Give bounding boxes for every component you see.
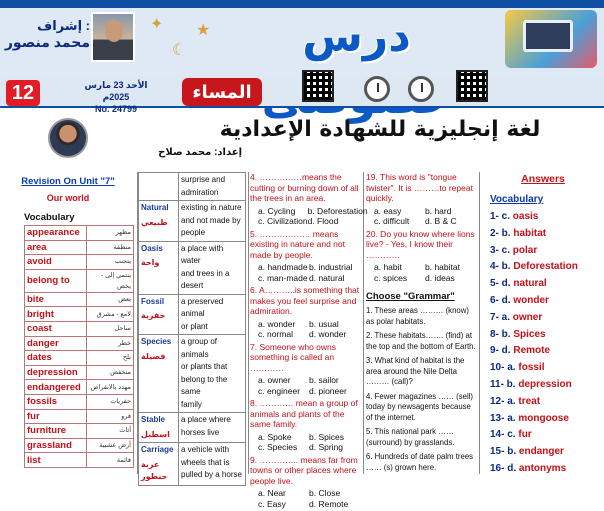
definition-text-cell <box>179 335 246 413</box>
date-line: الأحد 23 مارس 2025م <box>84 80 148 102</box>
supervisor-name: محمد منصور <box>4 34 90 50</box>
definition-word: Carriage <box>141 445 174 454</box>
answer-number: 14- c. <box>490 429 516 441</box>
moon-icon: ☾ <box>172 42 187 59</box>
definition-word-cell <box>139 241 179 294</box>
definitions-column <box>138 172 246 486</box>
vocab-row <box>25 453 134 468</box>
definition-word-ar: حفرية <box>141 311 166 320</box>
question-stem: 6. A………..is something that makes you feel surprise and admiration. <box>250 285 360 316</box>
definition-word-cell <box>139 173 179 201</box>
teacher-photo <box>48 118 88 158</box>
answer-number: 6- d. <box>490 294 511 306</box>
answer-number: 11- b. <box>490 378 516 390</box>
question-options <box>250 262 360 283</box>
newspaper-logo: المساء <box>182 78 262 106</box>
definition-row <box>139 294 246 335</box>
definition-word-ar: فصيلة <box>141 351 166 361</box>
option: c. spices <box>374 272 408 283</box>
vocabulary-column <box>0 172 136 468</box>
definition-word-ar: طبيعي <box>141 217 168 227</box>
answer-number: 9- d. <box>490 345 511 357</box>
alarm-clock-icon <box>364 76 390 102</box>
vocab-meaning: مهدد بالانقراض <box>87 380 134 395</box>
mcq-grammar-column <box>366 172 476 477</box>
vocab-row <box>25 438 134 453</box>
answer-word: wonder <box>513 294 549 306</box>
question-item <box>366 172 476 227</box>
question-stem: 8. ………… mean a group of animals and plants of the same family. <box>250 398 358 429</box>
answer-number: 4- b. <box>490 261 511 273</box>
answer-item <box>482 427 604 444</box>
answer-item <box>482 411 604 428</box>
definition-line: and trees in a <box>181 268 230 278</box>
answer-word: polar <box>512 244 538 256</box>
answer-word: Remote <box>513 345 551 357</box>
definition-text-cell <box>179 241 246 294</box>
vocab-word: bite <box>25 292 87 307</box>
vocab-word: furniture <box>25 424 87 439</box>
definition-word-ar: عربة حنطور <box>141 459 168 481</box>
answer-item <box>482 444 604 461</box>
question-options <box>250 205 368 227</box>
supervisor-photo <box>91 12 135 62</box>
definition-line: belong to the same <box>181 374 228 396</box>
definition-word-cell <box>139 443 179 486</box>
supervisor-credit <box>2 18 90 50</box>
definition-text-cell <box>179 294 246 335</box>
option: d. natural <box>309 272 345 283</box>
answer-word: depression <box>518 378 572 390</box>
vocab-meaning: أثاث <box>87 424 134 439</box>
vocab-meaning: لامع - مشرق <box>87 307 134 322</box>
vocab-word: avoid <box>25 255 87 270</box>
question-options <box>366 206 476 227</box>
answer-word: fossil <box>518 362 545 374</box>
definition-line: or plant <box>181 321 208 331</box>
answer-number: 5- d. <box>490 278 511 290</box>
question-stem: 9. ………….. means far from towns or other places where people live. <box>250 454 358 486</box>
definition-line: horses live <box>181 427 220 437</box>
question-item <box>250 229 360 284</box>
definition-line: a place where <box>181 415 231 424</box>
definition-line: admiration <box>181 187 219 197</box>
vocab-word: grassland <box>25 438 87 453</box>
grammar-question: 3. What kind of habitat is the area around the Nile Delta ……… (call)? <box>366 356 465 386</box>
answer-number: 13- a. <box>490 412 516 424</box>
definition-word: Fossil <box>141 296 165 306</box>
question-item <box>250 342 360 397</box>
answer-item <box>482 343 604 360</box>
mcq-column <box>250 172 368 511</box>
answer-number: 2- b. <box>490 227 511 239</box>
answer-number: 7- a. <box>490 311 511 323</box>
answer-item <box>482 394 604 411</box>
definition-row <box>139 335 246 413</box>
question-stem: 4. ……………means the cutting or burning down of all the trees in an area. <box>250 172 359 203</box>
vocab-meaning: مظهر <box>87 226 134 241</box>
question-item <box>250 398 360 453</box>
question-item <box>250 172 368 227</box>
answer-item <box>482 310 604 327</box>
option: b. Spices <box>309 431 344 442</box>
option: a. easy <box>374 205 402 216</box>
definition-row <box>139 241 246 294</box>
option: c. normal <box>258 329 293 339</box>
option: d. Spring <box>309 442 344 452</box>
vocab-row <box>25 269 134 292</box>
answer-word: fur <box>518 429 532 441</box>
definition-row <box>139 173 246 201</box>
column-divider <box>479 172 480 474</box>
vocab-word: fossils <box>25 394 87 409</box>
grammar-question: 5. This national park …… (surround) by grasslands. <box>366 427 455 447</box>
option: b. habitat <box>425 262 460 272</box>
definition-word: Stable <box>141 415 166 424</box>
vocab-word: danger <box>25 336 87 351</box>
definition-word: Species <box>141 337 172 346</box>
qr-code-icon <box>456 70 488 102</box>
vocab-row <box>25 351 134 366</box>
answer-item <box>482 276 604 293</box>
alarm-clock-icon <box>408 76 434 102</box>
question-stem: 5. ……………… means existing in nature and not made by people. <box>250 228 345 260</box>
answer-word: natural <box>513 278 547 290</box>
answer-item <box>482 461 604 478</box>
option: b. usual <box>309 318 339 329</box>
vocab-meaning: بلح <box>87 351 134 366</box>
option: d. B & C <box>425 216 457 226</box>
definition-word-cell <box>139 201 179 242</box>
answer-word: owner <box>512 311 543 323</box>
revision-heading: Revision On Unit "7" <box>21 176 115 187</box>
question-stem: 20. Do you know where lions live? - Yes, I know their ………… <box>366 228 475 260</box>
answer-word: antonyms <box>518 462 567 474</box>
grammar-question: 4. Fewer magazines …… (sell) today by newsagents because of the internet. <box>366 391 474 422</box>
issue-number: No. 24799 <box>94 104 138 114</box>
question-stem: 19. This word is "tongue twister". It is ………to repeat quickly. <box>366 172 473 203</box>
vocab-row <box>25 240 134 255</box>
answer-word: Spices <box>513 328 546 340</box>
vocab-word: area <box>25 240 87 255</box>
question-item <box>250 455 360 510</box>
answer-item <box>482 377 604 394</box>
definition-line: and not made by <box>181 215 241 225</box>
page-number-badge: 12 <box>6 80 40 106</box>
definition-line: desert <box>181 281 204 290</box>
option: b. Deforestation <box>307 205 368 216</box>
vocab-row <box>25 321 134 336</box>
definition-line: a place with water <box>181 243 224 265</box>
lesson-title: لغة إنجليزية للشهادة الإعدادية <box>219 117 541 142</box>
vocab-row <box>25 380 134 395</box>
definition-line: surprise and <box>181 175 226 184</box>
vocab-meaning: أرض عشبية <box>87 438 134 453</box>
definition-word-cell <box>139 413 179 443</box>
answer-word: Deforestation <box>513 261 578 273</box>
answer-number: 16- d. <box>490 462 517 474</box>
vocab-word: list <box>25 453 87 468</box>
definitions-table <box>138 172 246 486</box>
answer-number: 10- a. <box>490 362 516 374</box>
answer-item <box>482 293 604 310</box>
definition-row <box>139 443 246 486</box>
option: c. engineer <box>258 385 301 396</box>
option: b. industrial <box>309 262 353 272</box>
option: b. hard <box>425 205 452 216</box>
vocab-row <box>25 394 134 409</box>
question-options <box>250 432 360 453</box>
definition-line: or plants that <box>181 362 228 371</box>
option: d. wonder <box>309 329 347 339</box>
option: b. Close <box>309 488 341 498</box>
vocab-word: fur <box>25 409 87 424</box>
vocab-row <box>25 409 134 424</box>
option: c. Species <box>258 442 298 452</box>
header-banner <box>0 0 604 76</box>
option: d. pioneer <box>309 385 347 396</box>
definition-line: pulled by a horse <box>181 470 242 479</box>
answer-word: endanger <box>518 446 564 458</box>
option: b. sailor <box>309 375 339 385</box>
definition-word: Natural <box>141 203 169 212</box>
grammar-question: 2. These habitats……. (find) at the top and the bottom of Earth. <box>366 331 476 351</box>
vocab-word: endangered <box>25 380 87 395</box>
answer-item <box>482 209 604 226</box>
definition-line: people <box>181 228 206 237</box>
vocab-row <box>25 424 134 439</box>
vocab-row <box>25 336 134 351</box>
answer-number: 1- c. <box>490 211 511 222</box>
vocab-meaning: خطر <box>87 336 134 351</box>
option: a. Cycling <box>258 205 296 216</box>
vocab-word: belong to <box>25 269 87 292</box>
answer-word: oasis <box>512 211 539 222</box>
vocab-row <box>25 255 134 270</box>
definition-line: wheels that is <box>181 457 230 467</box>
vocab-meaning: منطقة <box>87 240 134 255</box>
vocab-row <box>25 292 134 307</box>
vocab-meaning: ساحل <box>87 321 134 336</box>
definition-line: a group of animals <box>181 337 218 359</box>
question-stem: 7. Someone who owns something is called an ………… <box>250 341 336 373</box>
answer-item <box>482 243 604 260</box>
definition-row <box>139 413 246 443</box>
option: c. man-made <box>258 272 308 283</box>
grammar-question: 1. These areas ……… (know) as polar habitats. <box>366 306 469 326</box>
definition-line: existing in nature <box>181 203 242 212</box>
vocab-word: dates <box>25 351 87 366</box>
answer-word: mongoose <box>518 412 569 424</box>
answer-item <box>482 360 604 377</box>
answer-number: 12- a. <box>490 395 516 407</box>
option: c. Civilization <box>258 216 308 226</box>
unit-subtitle: Our world <box>46 193 90 203</box>
definition-line: family <box>181 399 202 409</box>
answer-number: 15- b. <box>490 446 517 458</box>
definition-word-cell <box>139 335 179 413</box>
banner-title: درس <box>302 11 411 62</box>
answer-item <box>482 327 604 344</box>
option: c. Easy <box>258 498 286 509</box>
vocab-meaning: قائمة <box>87 453 134 468</box>
question-item <box>366 229 476 284</box>
option: a. Near <box>258 488 286 498</box>
definition-line: a vehicle with <box>181 445 230 454</box>
definition-word-cell <box>139 294 179 335</box>
answers-vocabulary-label: Vocabulary <box>490 194 544 205</box>
vocab-word: appearance <box>25 226 87 241</box>
definition-text-cell <box>179 443 246 486</box>
question-options <box>250 488 360 509</box>
definition-text-cell <box>179 413 246 443</box>
option: a. wonder <box>258 318 296 329</box>
definition-word: Oasis <box>141 243 163 253</box>
option: a. habit <box>374 262 402 272</box>
vocab-word: coast <box>25 321 87 336</box>
question-options <box>366 262 476 283</box>
vocab-meaning: حفريات <box>87 394 134 409</box>
vocab-row <box>25 307 134 322</box>
definition-text-cell <box>179 173 246 201</box>
answer-number: 3- c. <box>490 244 511 256</box>
grammar-question: 6. Hundreds of date palm trees …… (s) grown here. <box>366 452 474 472</box>
option: a. Spoke <box>258 431 292 442</box>
definition-text-cell <box>179 201 246 242</box>
lantern-icon: ✦ <box>150 16 164 33</box>
vocabulary-label: Vocabulary <box>24 212 75 223</box>
column-divider <box>248 172 249 474</box>
answers-column <box>482 172 604 478</box>
answers-heading: Answers <box>521 173 565 185</box>
vocab-row <box>25 365 134 380</box>
answer-item <box>482 226 604 243</box>
vocabulary-table <box>24 225 134 468</box>
answer-word: treat <box>518 395 541 407</box>
vocab-word: bright <box>25 307 87 322</box>
option: a. owner <box>258 375 291 385</box>
option: a. handmade <box>258 262 308 272</box>
option: c. difficult <box>374 216 410 226</box>
issue-date <box>70 79 162 115</box>
option: d. ideas <box>425 272 455 283</box>
definition-word-ar: واحة <box>141 258 160 267</box>
vocab-meaning: يعض <box>87 292 134 307</box>
question-item <box>250 285 360 340</box>
vocab-meaning: فرو <box>87 409 134 424</box>
supervisor-label: إشراف : <box>37 18 90 33</box>
answer-number: 8- b. <box>490 328 511 340</box>
vocab-meaning: يتجنب <box>87 255 134 270</box>
prepared-by: إعداد: محمد صلاح <box>158 147 242 158</box>
vocab-row <box>25 226 134 241</box>
qr-code-icon <box>302 70 334 102</box>
definition-word-ar: اسطبل <box>141 429 170 439</box>
vocab-meaning: ينتمي إلى - يخص <box>87 269 134 292</box>
definition-row <box>139 201 246 242</box>
definition-line: a preserved animal <box>181 296 224 318</box>
grammar-heading: Choose "Grammar" <box>366 291 455 302</box>
vocab-word: depression <box>25 365 87 380</box>
vocab-meaning: منخفض <box>87 365 134 380</box>
option: d. Remote <box>309 498 349 509</box>
star-icon: ★ <box>196 22 211 39</box>
answer-item <box>482 259 604 276</box>
study-illustration <box>505 10 597 68</box>
option: d. Flood <box>307 216 339 226</box>
answer-word: habitat <box>513 227 547 239</box>
question-options <box>250 319 360 340</box>
question-options <box>250 375 360 396</box>
